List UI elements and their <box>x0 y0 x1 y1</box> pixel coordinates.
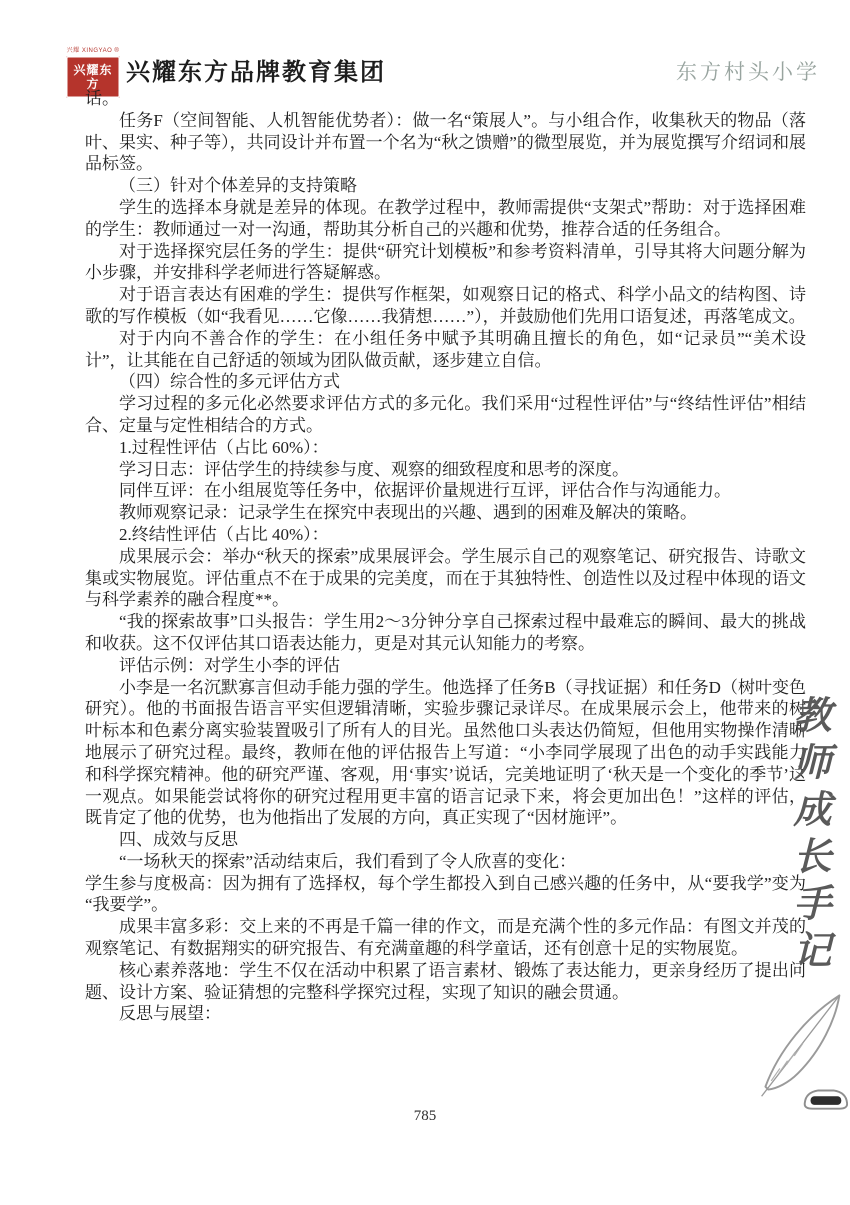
paragraph: “我的探索故事”口头报告：学生用2～3分钟分享自己探索过程中最难忘的瞬间、最大的挑战和收获。这不仅评估其口语表达能力，更是对其元认知能力的考察。 <box>85 612 806 653</box>
seal-top-text: 兴耀 XINGYAO ® <box>66 48 120 54</box>
paragraph: （四）综合性的多元评估方式 <box>119 372 340 392</box>
side-vertical-title: 教师成长手记 <box>787 695 829 977</box>
paragraph: 评估示例：对学生小李的评估 <box>119 655 340 675</box>
paragraph: 四、成效与反思 <box>119 830 238 850</box>
school-name: 东方村头小学 <box>676 60 820 84</box>
paragraph: 成果丰富多彩：交上来的不再是千篇一律的作文，而是充满个性的多元作品：有图文并茂的观察笔记、有数据翔实的研究报告、有充满童趣的科学童话，还有创意十足的实物展览。 <box>85 917 806 959</box>
paragraph: 对于语言表达有困难的学生：提供写作框架，如观察日记的格式、科学小品文的结构图、诗歌的写作模板（如“我看见……它像……我猜想……”），并鼓励他们先用口语复述，再落笔成文。 <box>85 285 806 326</box>
paragraph: 1.过程性评估（占比 60%）： <box>119 437 329 457</box>
paragraph: 教师观察记录：记录学生在探究中表现出的兴趣、遇到的困难及解决的策略。 <box>119 503 697 523</box>
paragraph: 学生的选择本身就是差异的体现。在教学过程中，教师需提供“支架式”帮助：对于选择困难的学生：教师通过一对一沟通，帮助其分析自己的兴趣和优势，推荐合适的任务组合。 <box>85 197 806 239</box>
paragraph: 话。 <box>85 89 119 108</box>
document-body <box>85 88 806 1025</box>
paragraph: 学生参与度极高：因为拥有了选择权，每个学生都投入到自己感兴趣的任务中，从“要我学”变为“我要学”。 <box>85 873 806 915</box>
paragraph: 成果展示会：举办“秋天的探索”成果展评会。学生展示自己的观察笔记、研究报告、诗歌文集或实物展览。评估重点不在于成果的完美度，而在于其独特性、创造性以及过程中体现的语文与科学素养的融合程度**。 <box>85 546 806 610</box>
paragraph: 学习日志：评估学生的持续参与度、观察的细致程度和思考的深度。 <box>119 459 629 479</box>
paragraph: 核心素养落地：学生不仅在活动中积累了语言素材、锻炼了表达能力，更亲身经历了提出问题、设计方案、验证猜想的完整科学探究过程，实现了知识的融会贯通。 <box>85 960 806 1002</box>
paragraph: 对于内向不善合作的学生：在小组任务中赋予其明确且擅长的角色，如“记录员”“美术设计”，让其能在自己舒适的领域为团队做贡献，逐步建立自信。 <box>85 328 806 370</box>
page-number: 785 <box>413 1108 437 1124</box>
paragraph: 反思与展望： <box>119 1004 221 1024</box>
quill-ink-icon <box>752 990 848 1118</box>
paragraph: 任务F（空间智能、人机智能优势者）：做一名“策展人”。与小组合作，收集秋天的物品（落叶、果实、种子等），共同设计并布置一个名为“秋之馈赠”的微型展览，并为展览撰写介绍词和展品标签。 <box>85 110 806 174</box>
paragraph: 小李是一名沉默寡言但动手能力强的学生。他选择了任务B（寻找证据）和任务D（树叶变色研究）。他的书面报告语言平实但逻辑清晰，实验步骤记录详尽。在成果展示会上，他带来的树叶标本和色素分离实验装置吸引了所有人的目光。虽然他口头表达仍简短，但他用实物操作清晰地展示了研究过程。最终，教师在他的评估报告上写道：“小李同学展现了出色的动手实践能力和科学探究精神。他的研究严谨、客观，用‘事实’说话，完美地证明了‘秋天是一个变化的季节’这一观点。如果能尝试将你的研究过程用更丰富的语言记录下来，将会更加出色！”这样的评估，既肯定了他的优势，也为他指出了发展的方向，真正实现了“因材施评”。 <box>85 677 806 828</box>
brand-title: 兴耀东方品牌教育集团 <box>126 60 386 86</box>
paragraph: （三）针对个体差异的支持策略 <box>119 176 357 196</box>
paragraph: 学习过程的多元化必然要求评估方式的多元化。我们采用“过程性评估”与“终结性评估”相结合、定量与定性相结合的方式。 <box>85 394 806 435</box>
seal-icon: 兴耀东方 <box>66 56 120 98</box>
paragraph: 2.终结性评估（占比 40%）： <box>119 524 329 544</box>
paragraph: “一场秋天的探索”活动结束后，我们看到了令人欣喜的变化： <box>119 851 577 871</box>
paragraph: 同伴互评：在小组展览等任务中，依据评价量规进行互评，评估合作与沟通能力。 <box>119 481 731 501</box>
paragraph: 对于选择探究层任务的学生：提供“研究计划模板”和参考资料清单，引导其将大问题分解为小步骤，并安排科学老师进行答疑解惑。 <box>85 241 806 283</box>
